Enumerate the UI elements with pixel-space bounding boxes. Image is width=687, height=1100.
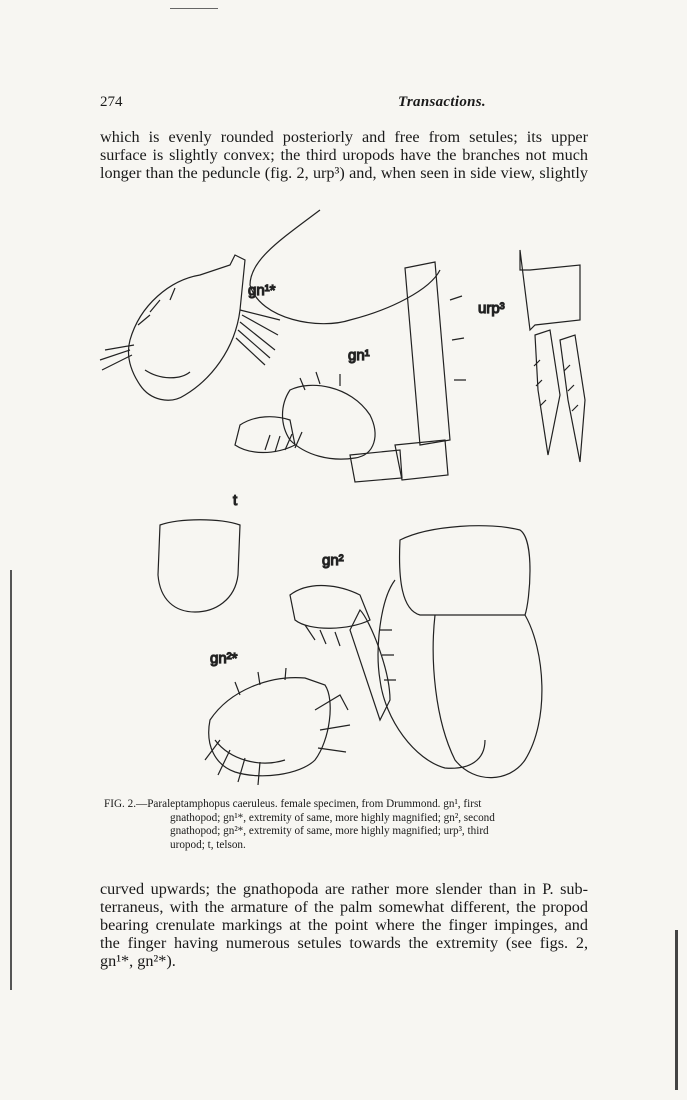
text-line: surface is slightly convex; the third uropods have the branches not much [100,146,588,164]
label-urp3: urp³ [478,300,505,317]
text-line: gn¹*, gn²*). [100,952,176,970]
text-line: bearing crenulate markings at the point where the finger impinges, and [100,916,588,934]
caption-line: gnathopod; gn¹*, extremity of same, more highly magnified; gn², second [170,811,495,824]
urp3-drawing [520,250,585,462]
paragraph-top [100,128,588,182]
scan-edge-mark [10,570,12,990]
figure-2 [90,200,610,790]
running-title: Transactions. [398,94,486,110]
paragraph-bottom [100,880,588,970]
gn2-star-drawing [205,668,350,785]
figure-drawing [90,200,610,790]
label-gn1-star: gn¹* [248,282,276,299]
label-t: t [233,492,238,509]
caption-line: gnathopod; gn²*, extremity of same, more highly magnified; urp³, third [170,825,489,837]
label-gn1: gn¹ [348,347,370,364]
caption-line: FIG. 2.—Paraleptamphopus caeruleus. female specimen, from Drummond. gn¹, first [104,798,482,810]
text-line: which is evenly rounded posteriorly and free from setules; its upper [100,128,588,146]
text-line: longer than the peduncle (fig. 2, urp³) and, when seen in side view, slightly [100,164,588,182]
label-gn2: gn² [322,552,344,569]
text-line: the finger having numerous setules towards the extremity (see figs. 2, [100,934,588,952]
label-gn2-star: gn²* [210,650,238,667]
caption-line: uropod; t, telson. [170,838,246,851]
page-number: 274 [100,94,123,110]
scan-edge-mark [675,930,678,1090]
gn1-star-drawing [100,255,280,400]
scan-top-mark [170,8,218,9]
page-header [100,94,590,118]
telson-drawing [158,520,240,612]
text-line: terraneus, with the armature of the palm somewhat different, the propod [100,898,588,916]
figure-caption [104,798,590,852]
text-line: curved upwards; the gnathopoda are rather more slender than in P. sub- [100,880,588,898]
